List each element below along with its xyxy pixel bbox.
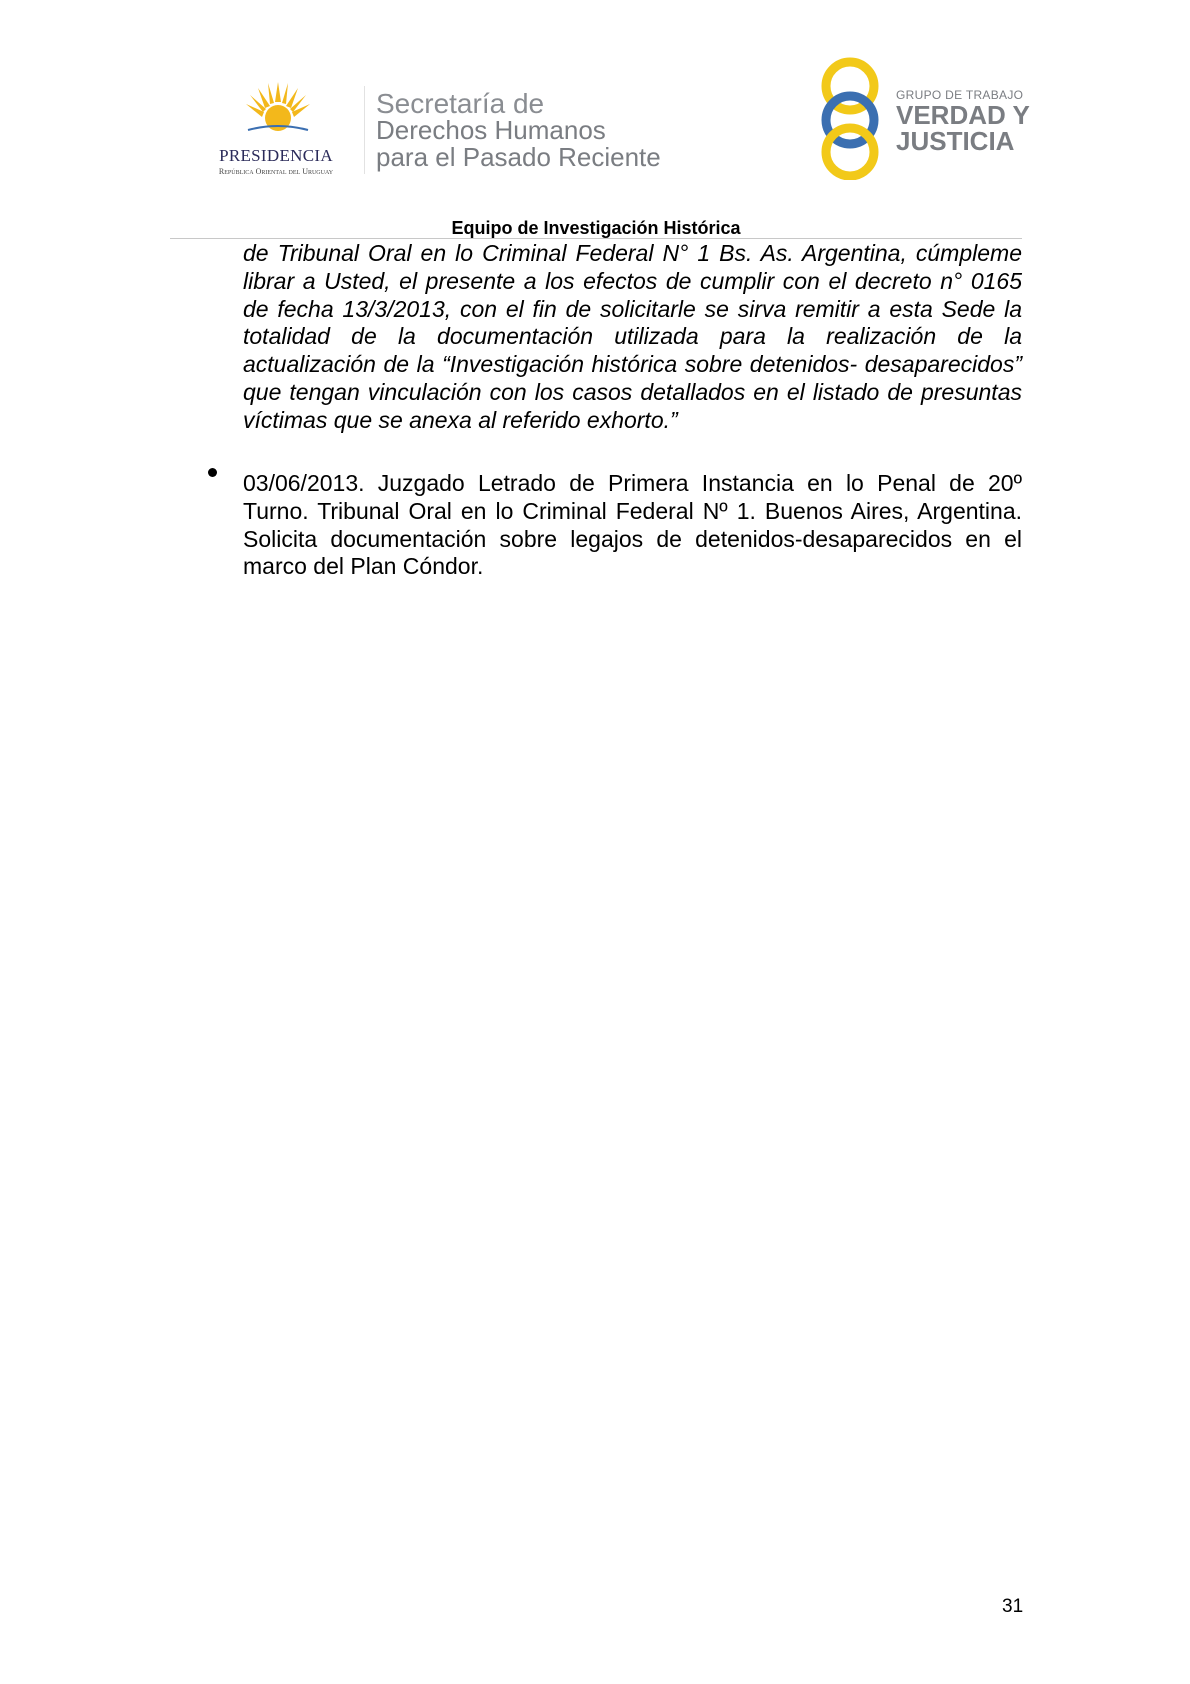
verdad-justicia-logo: [820, 56, 1030, 180]
presidencia-logo: [196, 80, 356, 176]
grupo-line-2: JUSTICIA: [896, 126, 1015, 156]
quote-continuation: de Tribunal Oral en lo Criminal Federal N° 1 Bs. As. Argentina, cúmpleme librar a Usted, el presente a los efectos de cumplir con el decreto n° 0165 de fecha 13/3/2013, con el fin de solicitarle se sirva remitir a esta Sede la totalidad de la documentación utilizada para la realización de la actualización de la “Investigación histórica sobre detenidos- desaparecidos” que tengan vinculación con los casos detallados en el listado de presuntas víctimas que se anexa al referido exhorto.”: [243, 240, 1022, 433]
grupo-line-1: VERDAD Y: [896, 100, 1030, 130]
running-header-title: Equipo de Investigación Histórica: [451, 218, 741, 238]
presidencia-name: PRESIDENCIA: [219, 146, 333, 165]
sun-emblem-icon: [244, 80, 312, 148]
grupo-label: GRUPO DE TRABAJO: [896, 88, 1024, 102]
presidencia-subtitle: República Oriental del Uruguay: [218, 167, 334, 176]
page-number: 31: [1002, 1596, 1024, 1617]
logo-divider: [364, 86, 365, 174]
secretaria-title: [376, 90, 661, 171]
header-rule: [170, 238, 1022, 239]
list-item: 03/06/2013. Juzgado Letrado de Primera Instancia en lo Penal de 20º Turno. Tribunal Oral en lo Criminal Federal Nº 1. Buenos Aires, Argentina. Solicita documentación sobre legajos de detenidos-desaparecidos en el marco del Plan Cóndor.: [243, 470, 1022, 580]
bullet-icon: [208, 468, 217, 477]
linked-rings-icon: [820, 56, 890, 180]
secretaria-line-1: Secretaría de: [376, 88, 545, 119]
secretaria-line-3: para el Pasado Reciente: [376, 142, 661, 172]
secretaria-line-2: Derechos Humanos: [376, 115, 606, 145]
